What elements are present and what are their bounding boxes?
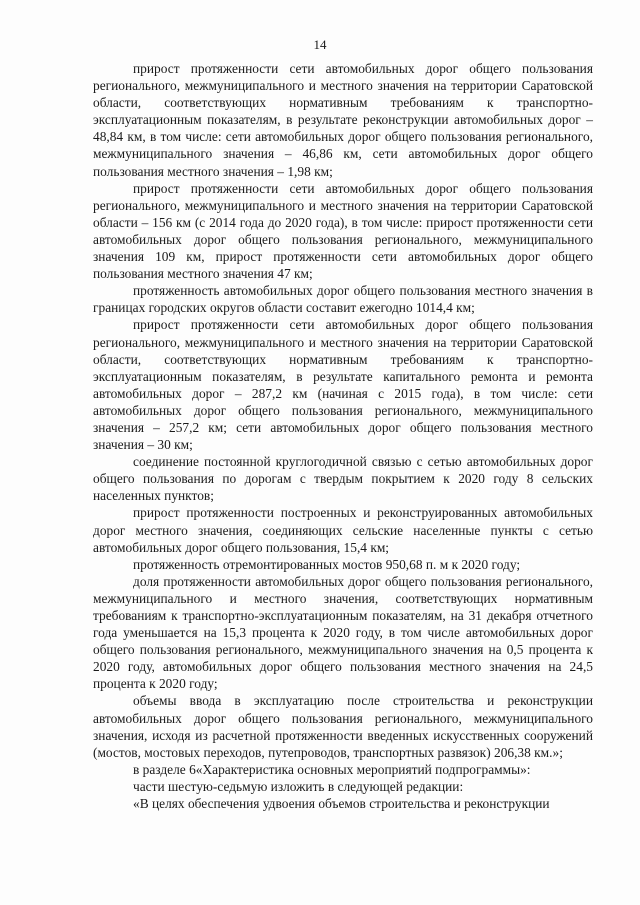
paragraph-urban-roads-length: протяженность автомобильных дорог общего пользования местного значения в границах городских округов области составит ежегодно 1014,4 км; [93,283,593,316]
paragraph-section-6-heading: в разделе 6«Характеристика основных мероприятий подпрограммы»: [133,761,531,777]
paragraph-local-roads-growth: прирост протяженности построенных и реконструированных автомобильных дорог местного значения, соединяющих сельские населенные пункты с сетью автомобильных дорог общего пользования, 15,4 км; [93,505,593,555]
paragraph-road-network-growth-reconstruction: прирост протяженности сети автомобильных дорог общего пользования регионального, межмуниципального и местного значения на территории Саратовской области, соответствующих нормативным требованиям к транспортно-эксплуатационным показателям, в результате реконструкции автомобильных дорог – 48,84 км, в том числе: сети автомобильных дорог общего пользования регионального, межмуниципального значения – 46,86 км, сети автомобильных дорог общего пользования местного значения – 1,98 км; [93,61,593,179]
paragraph-road-network-growth-156km: прирост протяженности сети автомобильных дорог общего пользования регионального, межмуниципального и местного значения на территории Саратовской области – 156 км (с 2014 года до 2020 года), в том числе: прирост протяженности сети автомобильных дорог общего пользования регионального, межмуниципального значения 109 км, прирост протяженности сети автомобильных дорог общего пользования местного значения 47 км; [93,180,593,282]
paragraph-commissioning-volumes: объемы ввода в эксплуатацию после строительства и реконструкции автомобильных дорог общего пользования регионального, межмуниципального значения, исходя из расчетной протяженности введенных искусственных сооружений (мостов, мостовых переходов, путепроводов, транспортных развязок) 206,38 км.»; [93,693,593,760]
paragraph-rural-settlements-connection: соединение постоянной круглогодичной связью с сетью автомобильных дорог общего пользования по дорогам с твердым покрытием к 2020 году 8 сельских населенных пунктов; [93,454,593,504]
paragraph-parts-amendment: части шестую-седьмую изложить в следующей редакции: [133,778,464,794]
document-body [93,60,593,812]
paragraph-roads-compliance-share: доля протяженности автомобильных дорог общего пользования регионального, межмуниципального и местного значения, соответствующих нормативным требованиям к транспортно-эксплуатационным показателям, на 31 декабря отчетного года уменьшается на 15,3 процента к 2020 году, в том числе автомобильных дорог общего пользования регионального, межмуниципального значения на 0,5 процента к 2020 году, автомобильных дорог общего пользования местного значения на 24,5 процента к 2020 году; [93,573,593,692]
page-number: 14 [313,37,327,52]
paragraph-road-network-growth-repair: прирост протяженности сети автомобильных дорог общего пользования регионального, межмуниципального и местного значения на территории Саратовской области, соответствующих нормативным требованиям к транспортно-эксплуатационным показателям, в результате капитального ремонта и ремонта автомобильных дорог – 287,2 км (начиная с 2015 года), в том числе: сети автомобильных дорог общего пользования регионального, межмуниципального значения – 257,2 км; сети автомобильных дорог общего пользования местного значения – 30 км; [93,317,593,453]
paragraph-new-wording-start: «В целях обеспечения удвоения объемов строительства и реконструкции [133,796,550,812]
paragraph-repaired-bridges: протяженность отремонтированных мостов 950,68 п. м к 2020 году; [133,556,521,572]
